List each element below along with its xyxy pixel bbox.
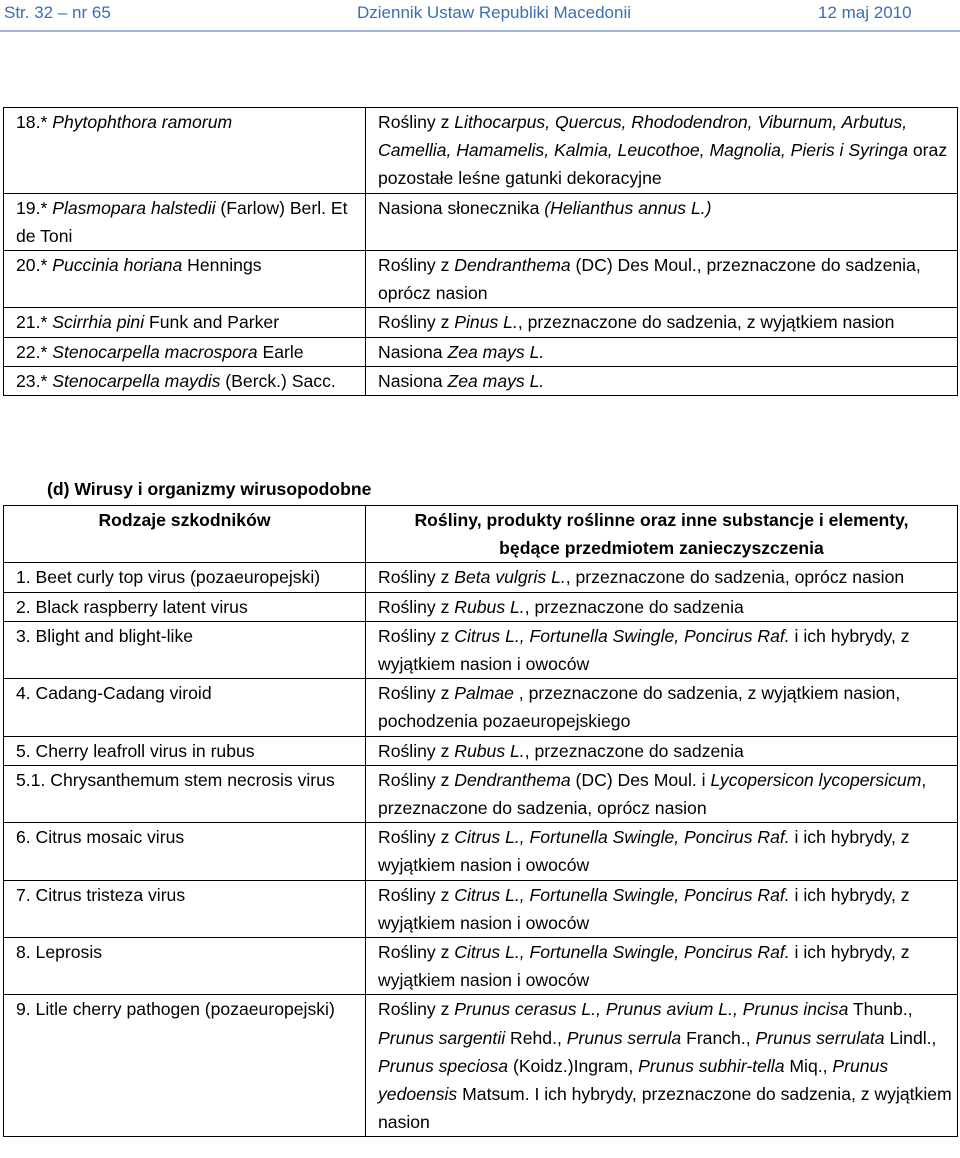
table-row (4, 621, 958, 678)
cell-text: Rubus L. (454, 596, 525, 617)
cell-text: Scirrhia pini (52, 312, 145, 333)
host-plants-cell (366, 765, 958, 822)
cell-text: Rośliny z (378, 312, 455, 333)
pest-name-cell (4, 679, 366, 736)
table-row (4, 592, 958, 621)
cell-text: Prunus sargentii (378, 1027, 506, 1048)
cell-text: Beta vulgris L. (454, 567, 566, 588)
host-plants-cell (366, 823, 958, 880)
cell-text: Rośliny z (378, 255, 455, 276)
pests-table-continued (3, 107, 958, 396)
header-divider (0, 30, 960, 32)
cell-text: (Farlow) Berl. Et de Toni (16, 197, 348, 246)
cell-text: 22.* (16, 341, 53, 362)
virus-table (3, 505, 958, 1137)
pests-table-body (4, 108, 958, 396)
table-row (4, 251, 958, 308)
cell-text: Rehd., (505, 1027, 567, 1048)
cell-text: 3. Blight and blight-like (16, 625, 194, 646)
page-header (0, 0, 960, 34)
cell-text: Citrus L., Fortunella Swingle, Poncirus Raf. (454, 942, 790, 963)
pest-name-cell (4, 337, 366, 366)
cell-text: Palmae (454, 683, 514, 704)
cell-text: 2. Black raspberry latent virus (16, 596, 248, 617)
pest-name-cell (4, 108, 366, 194)
cell-text: 9. Litle cherry pathogen (pozaeuropejski) (16, 999, 335, 1020)
virus-table-body (4, 563, 958, 1137)
table-row (4, 366, 958, 395)
cell-text: i ich hybrydy, z wyjątkiem nasion i owoców (378, 625, 910, 675)
cell-text: (Berck.) Sacc. (220, 370, 336, 391)
cell-text: 1. Beet curly top virus (pozaeuropejski) (16, 567, 321, 588)
host-plants-cell (366, 337, 958, 366)
table-row (4, 337, 958, 366)
cell-text: Rośliny z (378, 942, 455, 963)
host-plants-cell (366, 736, 958, 765)
cell-text: , przeznaczone do sadzenia, z wyjątkiem nasion, pochodzenia pozaeuropejskiego (378, 683, 901, 732)
cell-text: 19.* (16, 197, 53, 218)
virus-table-header-row (4, 506, 958, 563)
cell-text: Zea mays L. (447, 341, 545, 362)
cell-text: Rośliny z (378, 827, 455, 848)
host-plants-cell (366, 995, 958, 1137)
cell-text: Prunus serrulata (755, 1027, 885, 1048)
host-plants-cell (366, 193, 958, 250)
cell-text: Dendranthema (454, 769, 571, 790)
column-header-plants: Rośliny, produkty roślinne oraz inne substancje i elementy, będące przedmiotem zanieczyszczenia (366, 506, 958, 563)
cell-text: Stenocarpella macrospora (52, 341, 258, 362)
cell-text: 5. Cherry leafroll virus in rubus (16, 740, 255, 761)
cell-text: Thunb., (848, 999, 913, 1020)
host-plants-cell (366, 563, 958, 592)
cell-text: , przeznaczone do sadzenia (524, 740, 744, 761)
host-plants-cell (366, 366, 958, 395)
cell-text: Lithocarpus, Quercus, Rhododendron, Viburnum, Arbutus, Camellia, Hamamelis, Kalmia, Leucothoe, Magnolia, Pieris i Syringa (378, 112, 908, 161)
cell-text: Rośliny z (378, 112, 455, 132)
section-caption: (d) Wirusy i organizmy wirusopodobne (47, 479, 372, 499)
host-plants-cell (366, 679, 958, 736)
cell-text: 8. Leprosis (16, 942, 103, 963)
cell-text: Rośliny z (378, 884, 455, 905)
pest-name-cell (4, 880, 366, 937)
cell-text: oraz pozostałe leśne gatunki dekoracyjne (378, 140, 948, 189)
cell-text: Rośliny z (378, 596, 455, 617)
issue-date: 12 maj 2010 (818, 3, 912, 22)
table-row (4, 880, 958, 937)
page-number: Str. 32 – nr 65 (4, 3, 111, 22)
cell-text: 20.* (16, 255, 53, 276)
cell-text: Rośliny z (378, 683, 455, 704)
cell-text: Nasiona (378, 341, 448, 362)
host-plants-cell (366, 621, 958, 678)
table-row (4, 679, 958, 736)
cell-text: Prunus cerasus L., Prunus avium L., Prunus incisa (454, 999, 849, 1020)
cell-text: 21.* (16, 312, 53, 333)
cell-text: Earle (257, 341, 304, 362)
journal-title: Dziennik Ustaw Republiki Macedonii (357, 3, 632, 22)
column-header-pests: Rodzaje szkodników (4, 506, 366, 563)
pest-name-cell (4, 563, 366, 592)
cell-text: i ich hybrydy, z wyjątkiem nasion i owoców (378, 942, 910, 991)
cell-text: , przeznaczone do sadzenia, oprócz nasion (378, 769, 927, 819)
cell-text: Dendranthema (454, 255, 571, 276)
cell-text: i ich hybrydy, z wyjątkiem nasion i owoców (378, 827, 910, 876)
cell-text: Rubus L. (454, 740, 525, 761)
table-row (4, 193, 958, 250)
cell-text: Citrus L., Fortunella Swingle, Poncirus Raf. (454, 884, 790, 905)
pest-name-cell (4, 193, 366, 250)
cell-text: Franch., (681, 1027, 756, 1048)
pest-name-cell (4, 823, 366, 880)
pest-name-cell (4, 736, 366, 765)
table-row (4, 938, 958, 995)
table-row (4, 108, 958, 194)
pest-name-cell (4, 938, 366, 995)
table-row (4, 995, 958, 1137)
cell-text: 6. Citrus mosaic virus (16, 827, 185, 848)
cell-text: (DC) Des Moul. i (570, 769, 711, 790)
host-plants-cell (366, 592, 958, 621)
cell-text: Prunus subhir-tella (638, 1055, 785, 1076)
table-row (4, 308, 958, 337)
cell-text: Funk and Parker (144, 312, 280, 333)
cell-text: Lycopersicon lycopersicum (710, 769, 922, 790)
pest-name-cell (4, 765, 366, 822)
cell-text: 5.1. Chrysanthemum stem necrosis virus (16, 769, 335, 790)
pest-name-cell (4, 366, 366, 395)
cell-text: Stenocarpella maydis (52, 370, 221, 391)
cell-text: 18.* (16, 112, 53, 132)
pest-name-cell (4, 621, 366, 678)
host-plants-cell (366, 308, 958, 337)
cell-text: Nasiona słonecznika (378, 197, 545, 218)
cell-text: Plasmopara halstedii (52, 197, 216, 218)
pest-name-cell (4, 995, 366, 1137)
cell-text: 23.* (16, 370, 53, 391)
cell-text: Prunus yedoensis (378, 1055, 889, 1105)
cell-text: Prunus serrula (566, 1027, 682, 1048)
pest-name-cell (4, 251, 366, 308)
cell-text: Citrus L., Fortunella Swingle, Poncirus Raf. (454, 625, 790, 646)
table-row (4, 765, 958, 822)
host-plants-cell (366, 880, 958, 937)
cell-text: , przeznaczone do sadzenia, z wyjątkiem nasion (517, 312, 895, 333)
cell-text: Phytophthora ramorum (52, 112, 233, 132)
cell-text: Rośliny z (378, 999, 455, 1020)
cell-text: 7. Citrus tristeza virus (16, 884, 186, 905)
cell-text: i ich hybrydy, z wyjątkiem nasion i owoców (378, 884, 910, 933)
cell-text: (Helianthus annus L.) (544, 197, 712, 218)
cell-text: Lindl., (884, 1027, 937, 1048)
cell-text: , przeznaczone do sadzenia (524, 596, 744, 617)
cell-text: Rośliny z (378, 625, 455, 646)
cell-text: Pinus L. (454, 312, 518, 333)
table-row (4, 563, 958, 592)
host-plants-cell (366, 938, 958, 995)
cell-text: Nasiona (378, 370, 448, 391)
table-row (4, 823, 958, 880)
cell-text: (DC) Des Moul., przeznaczone do sadzenia, oprócz nasion (378, 255, 921, 304)
host-plants-cell (366, 251, 958, 308)
table-row (4, 736, 958, 765)
cell-text: Rośliny z (378, 769, 455, 790)
host-plants-cell (366, 108, 958, 194)
cell-text: Citrus L., Fortunella Swingle, Poncirus Raf. (454, 827, 790, 848)
cell-text: Matsum. I ich hybrydy, przeznaczone do sadzenia, z wyjątkiem nasion (378, 1084, 952, 1133)
cell-text: Prunus speciosa (378, 1055, 509, 1076)
cell-text: Rośliny z (378, 567, 455, 588)
cell-text: Zea mays L. (447, 370, 545, 391)
cell-text: , przeznaczone do sadzenia, oprócz nasion (565, 567, 905, 588)
cell-text: Miq., (784, 1055, 833, 1076)
cell-text: Rośliny z (378, 740, 455, 761)
cell-text: Hennings (182, 255, 262, 276)
cell-text: Puccinia horiana (52, 255, 183, 276)
cell-text: 4. Cadang-Cadang viroid (16, 683, 212, 704)
pest-name-cell (4, 308, 366, 337)
pest-name-cell (4, 592, 366, 621)
cell-text: (Koidz.)Ingram, (508, 1055, 639, 1076)
